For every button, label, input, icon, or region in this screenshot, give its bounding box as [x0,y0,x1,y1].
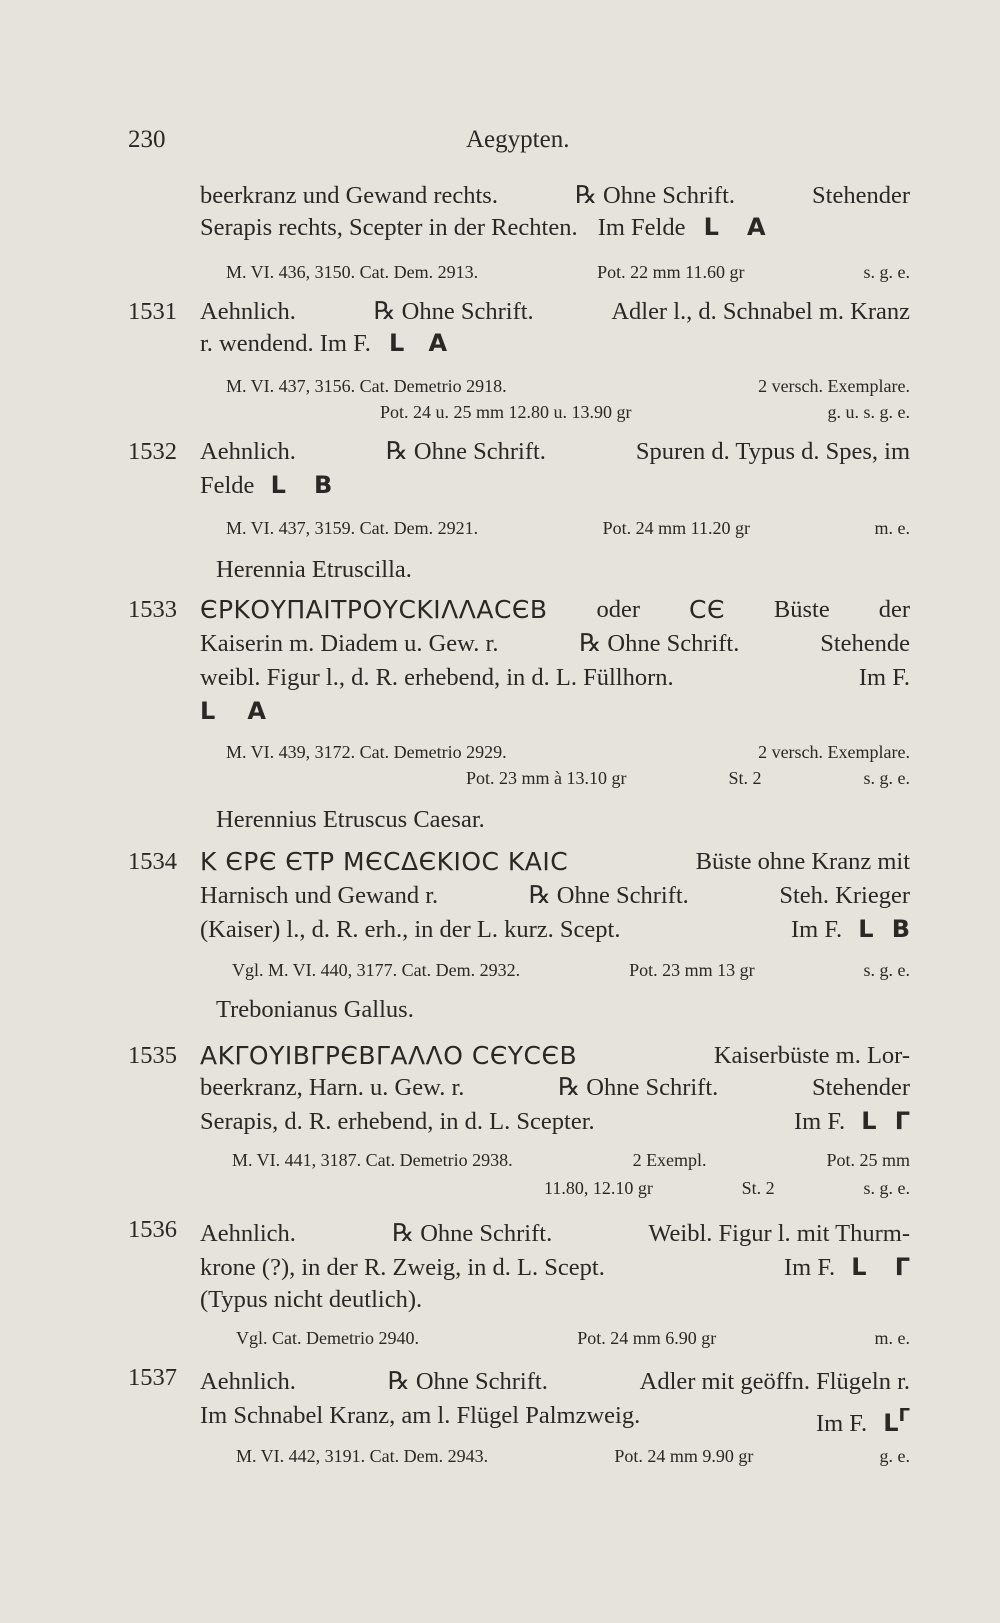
reference-line [232,1148,910,1172]
text-segment: Aehnlich. [200,1368,296,1395]
reference-line [226,740,910,764]
text-line [200,662,910,693]
text-segment: Büste [773,596,830,623]
text-line [200,436,910,467]
reference-line [466,766,910,790]
date-symbol: L [389,329,405,357]
text-line [200,1106,910,1137]
greek-legend: ΑΚΓΟΥΙΒΓΡЄΒΓΑΛΛΟ CЄΥCЄΒ [200,1041,578,1070]
reference-text: M. VI. 441, 3187. Cat. Demetrio 2938. [232,1150,513,1170]
section-heading: Herennia Etruscilla. [216,556,412,583]
section-heading: Trebonianus Gallus. [216,996,414,1023]
reference-text: St. 2 [728,768,762,788]
reference-text: Pot. 23 mm 13 gr [629,960,755,980]
text-segment: Steh. Krieger [779,882,910,909]
date-symbol: A [247,697,266,725]
reference-line [226,374,910,398]
text-segment: oder [596,596,641,623]
reference-text: g. e. [879,1446,910,1466]
entry-number: 1532 [128,438,177,465]
greek-legend: CЄ [689,595,725,624]
text-line [200,1400,910,1439]
reference-text: Pot. 25 mm [826,1150,910,1170]
reference-text: m. e. [874,518,910,538]
section-heading: Herennius Etruscus Caesar. [216,806,485,833]
text-segment: ℞ Ohne Schrift. [558,1074,719,1101]
text-line [200,1040,910,1071]
entry-number: 1533 [128,596,177,623]
text-segment: (Kaiser) l., d. R. erh., in der L. kurz. Scept. [200,916,621,943]
date-symbol: A [747,213,766,241]
reference-text: m. e. [874,1328,910,1348]
text-segment: Weibl. Figur l. mit Thurm- [648,1220,910,1247]
text-line: (Typus nicht deutlich). [200,1286,423,1313]
text-segment: ℞ Ohne Schrift. [579,630,740,657]
reference-text: M. VI. 439, 3172. Cat. Demetrio 2929. [226,742,507,762]
reference-text: Pot. 22 mm 11.60 gr [597,262,745,282]
text-segment: Im F. [858,664,910,691]
text-segment: Stehende [820,630,910,657]
reference-text: M. VI. 442, 3191. Cat. Dem. 2943. [236,1446,489,1466]
reference-text: s. g. e. [863,262,910,282]
text-segment: Im F. [794,1108,846,1135]
reference-line [232,958,910,982]
text-segment: der [878,596,910,623]
greek-legend: ЄΡΚΟΥΠΑΙΤΡΟΥCΚΙΛΛΑCЄΒ [200,595,548,624]
text-line [200,328,447,359]
text-segment: Aehnlich. [200,1220,296,1247]
text-segment: Harnisch und Gewand r. [200,882,439,909]
page-number: 230 [128,126,166,153]
text-segment: Serapis, d. R. erhebend, in d. L. Scepter. [200,1108,595,1135]
reference-line [226,260,910,284]
text-segment: ℞ Ohne Schrift. [387,1368,548,1395]
text-line [200,1218,910,1249]
text-segment: Im F. [791,916,843,943]
text-segment: Im Schnabel Kranz, am l. Flügel Palmzweig. [200,1402,641,1429]
reference-text: 2 versch. Exemplare. [758,376,910,396]
entry-number: 1534 [128,848,177,875]
reference-text: s. g. e. [863,768,910,788]
text-segment: weibl. Figur l., d. R. erhebend, in d. L. Füllhorn. [200,664,674,691]
text-segment: Büste ohne Kranz mit [695,848,910,875]
date-symbol: L [851,1253,867,1281]
text-segment: krone (?), in der R. Zweig, in d. L. Scept. [200,1254,605,1281]
reference-line [236,1444,910,1468]
reference-line [236,1326,910,1350]
text-segment: Aehnlich. [200,438,296,465]
text-segment: ℞ Ohne Schrift. [574,182,736,209]
reference-text: M. VI. 437, 3156. Cat. Demetrio 2918. [226,376,507,396]
reference-text: M. VI. 436, 3150. Cat. Dem. 2913. [226,262,479,282]
reference-text: M. VI. 437, 3159. Cat. Dem. 2921. [226,518,479,538]
running-title: Aegypten. [466,126,570,153]
text-segment: Im F. [815,1410,868,1437]
reference-text: Pot. 24 u. 25 mm 12.80 u. 13.90 gr [380,402,632,422]
date-symbol: L [883,1409,899,1437]
date-symbol: A [428,329,448,357]
date-symbol: L [703,213,719,241]
text-segment: Adler l., d. Schnabel m. Kranz [611,298,910,325]
text-segment: Stehender [812,1074,910,1101]
text-segment: Im Felde [597,214,686,241]
date-symbol: L [861,1107,877,1135]
text-segment: Stehender [812,182,910,209]
reference-text: Pot. 23 mm à 13.10 gr [466,768,627,788]
reference-text: g. u. s. g. e. [827,402,910,422]
text-line [200,296,910,327]
text-segment: ℞ Ohne Schrift. [385,438,546,465]
reference-text: Pot. 24 mm 11.20 gr [602,518,750,538]
text-segment: beerkranz und Gewand rechts. [200,182,498,209]
text-line [200,594,910,625]
greek-legend: Κ ЄΡЄ ЄΤΡ ΜЄCΔЄΚΙΟC ΚΑΙC [200,847,569,876]
date-symbol: Γ [898,1405,910,1426]
reference-text: 2 Exempl. [632,1150,707,1170]
entry-number: 1531 [128,298,177,325]
reference-line [226,516,910,540]
text-line [200,1252,910,1283]
text-segment: beerkranz, Harn. u. Gew. r. [200,1074,465,1101]
text-line [200,846,910,877]
date-symbol: L [200,697,216,725]
text-line [200,470,332,501]
reference-line [380,400,910,424]
text-segment: Spuren d. Typus d. Spes, im [635,438,910,465]
entry-number: 1537 [128,1364,177,1391]
text-segment: Kaiserin m. Diadem u. Gew. r. [200,630,499,657]
text-segment: ℞ Ohne Schrift. [373,298,534,325]
text-line [200,1072,910,1103]
text-segment: ℞ Ohne Schrift. [528,882,689,909]
date-symbol: B [891,915,910,943]
reference-text: 11.80, 12.10 gr [544,1178,653,1198]
text-line [200,1366,910,1397]
text-segment: Kaiserbüste m. Lor- [713,1042,910,1069]
date-symbol: B [313,471,333,499]
text-segment: Felde [200,472,255,499]
date-symbol: Γ [894,1253,910,1281]
reference-line [544,1176,910,1200]
reference-text: St. 2 [741,1178,775,1198]
text-line [200,212,910,243]
text-line [200,914,910,945]
date-symbol: Γ [894,1107,910,1135]
text-segment: ℞ Ohne Schrift. [392,1220,553,1247]
text-line [200,696,266,727]
reference-text: s. g. e. [863,1178,910,1198]
reference-text: Vgl. Cat. Demetrio 2940. [236,1328,419,1348]
reference-text: Pot. 24 mm 6.90 gr [577,1328,717,1348]
reference-text: Pot. 24 mm 9.90 gr [614,1446,754,1466]
date-symbol: L [858,915,874,943]
text-line [200,180,910,211]
text-line [200,880,910,911]
text-segment: r. wendend. Im F. [200,330,371,357]
text-segment: Aehnlich. [200,298,296,325]
text-segment: Adler mit geöffn. Flügeln r. [639,1368,910,1395]
reference-text: s. g. e. [863,960,910,980]
reference-text: 2 versch. Exemplare. [758,742,910,762]
text-line [200,628,910,659]
date-symbol: L [270,471,286,499]
reference-text: Vgl. M. VI. 440, 3177. Cat. Dem. 2932. [232,960,521,980]
entry-number: 1535 [128,1042,177,1069]
entry-number: 1536 [128,1216,177,1243]
text-segment: Serapis rechts, Scepter in der Rechten. [200,214,578,241]
text-segment: Im F. [784,1254,836,1281]
